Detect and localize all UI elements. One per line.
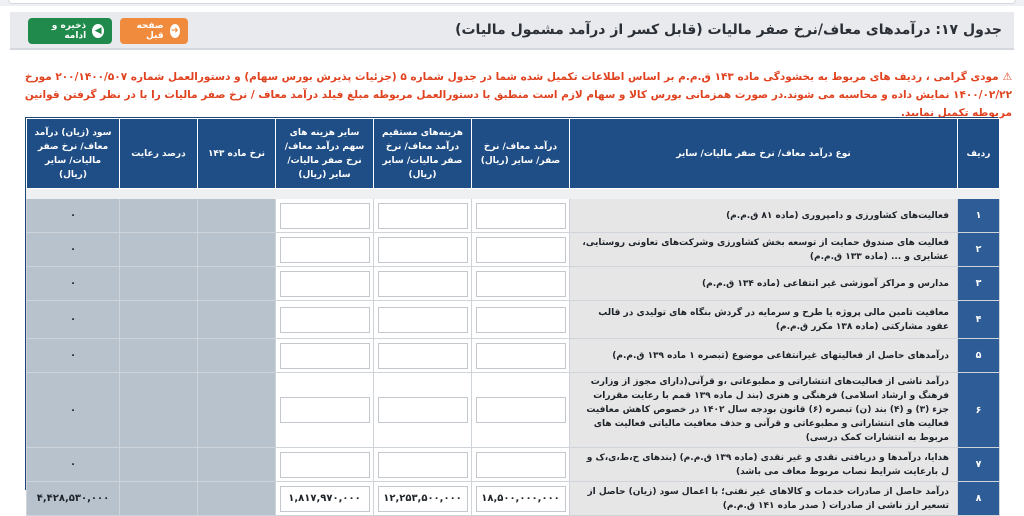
profit-cell: ۰ — [27, 373, 120, 448]
compliance-cell — [120, 267, 198, 301]
profit-cell: ۴,۴۲۸,۵۳۰,۰۰۰ — [27, 482, 120, 516]
direct-cost-input[interactable] — [374, 339, 472, 373]
rate-143-cell — [198, 373, 276, 448]
direct-cost-input[interactable] — [374, 482, 472, 516]
other-cost-input[interactable] — [276, 199, 374, 233]
table-row — [27, 199, 1000, 233]
direct-cost-input-box[interactable] — [378, 452, 468, 478]
table-row — [27, 267, 1000, 301]
compliance-cell — [120, 301, 198, 339]
income-input[interactable] — [472, 373, 570, 448]
profit-cell: ۰ — [27, 448, 120, 482]
row-description: معافیت تامین مالی پروژه یا طرح و سرمایه در گردش بنگاه های تولیدی در قالب عقود مشارکتی (ماده ۱۳۸ مکرر ق.م.م) — [570, 301, 958, 339]
profit-cell: ۰ — [27, 233, 120, 267]
income-input-box[interactable] — [476, 307, 566, 333]
row-number: ۵ — [958, 339, 1000, 373]
other-cost-input-box[interactable] — [280, 237, 370, 263]
other-cost-input[interactable] — [276, 267, 374, 301]
exemption-table-container — [25, 117, 998, 511]
income-input[interactable] — [472, 267, 570, 301]
income-input-box[interactable] — [476, 271, 566, 297]
direct-cost-input[interactable] — [374, 233, 472, 267]
page-title: جدول ۱۷: درآمدهای معاف/نرخ صفر مالیات (قابل کسر از درآمد مشمول مالیات) — [455, 22, 1002, 38]
header-compliance: درصد رعایت — [120, 119, 198, 189]
income-input[interactable] — [472, 301, 570, 339]
row-description: درآمد ناشی از فعالیت‌های انتشاراتی و مطبوعاتی ،و قرآنی(دارای مجوز از وزارت فرهنگ و ارشاد اسلامی) فرهنگی و هنری (بند ل ماده ۱۳۹ قمم با رعایت مقررات جزء (۳) و (۴) بند (ن) تبصره (۶) قانون بودجه سال ۱۴۰۲ در خصوص کاهش معافیت فعالیت های انتشاراتی و مطبوعاتی و قرآنی و حذف معافیت مالیاتی فعالیت های مربوط به انتشارات کمک درسی) — [570, 373, 958, 448]
other-cost-input[interactable] — [276, 373, 374, 448]
header-row-number: ردیف — [958, 119, 1000, 189]
header-direct-cost: هزینه‌های مستقیم درآمد معاف/ نرخ صفر مالیات/ سایر (ریال) — [374, 119, 472, 189]
direct-cost-input-box[interactable] — [378, 203, 468, 229]
income-input-box[interactable] — [476, 452, 566, 478]
income-input[interactable] — [472, 233, 570, 267]
direct-cost-input[interactable] — [374, 301, 472, 339]
row-description: مدارس و مراکز آموزشی غیر انتفاعی (ماده ۱۳۴ ق.م.م) — [570, 267, 958, 301]
direct-cost-input-box[interactable] — [378, 237, 468, 263]
row-number: ۲ — [958, 233, 1000, 267]
rate-143-cell — [198, 339, 276, 373]
header-income-type: نوع درآمد معاف/ نرخ صفر مالیات/ سایر — [570, 119, 958, 189]
income-input[interactable] — [472, 482, 570, 516]
page-header — [10, 12, 1014, 50]
other-cost-input-box[interactable] — [280, 452, 370, 478]
profit-cell: ۰ — [27, 267, 120, 301]
income-input-box[interactable] — [476, 203, 566, 229]
compliance-cell — [120, 233, 198, 267]
income-input-box[interactable] — [476, 343, 566, 369]
income-input-box[interactable] — [476, 397, 566, 423]
other-cost-input-box[interactable] — [280, 307, 370, 333]
exemption-table — [26, 118, 1000, 516]
prev-page-button[interactable] — [120, 18, 188, 44]
header-other-cost: سایر هزینه های سهم درآمد معاف/ نرخ صفر مالیات/ سایر (ریال) — [276, 119, 374, 189]
direct-cost-input-box[interactable] — [378, 307, 468, 333]
income-input[interactable] — [472, 448, 570, 482]
other-cost-input[interactable] — [276, 233, 374, 267]
top-pill — [8, 0, 1016, 4]
table-row — [27, 373, 1000, 448]
header-income: درآمد معاف/ نرخ صفر/ سایر (ریال) — [472, 119, 570, 189]
other-cost-input[interactable] — [276, 448, 374, 482]
row-number: ۷ — [958, 448, 1000, 482]
row-description: فعالیت های صندوق حمایت از توسعه بخش کشاورزی وشرکت‌های تعاونی روستایی، عشایری و ... (ماده ۱۳۳ ق.م.م) — [570, 233, 958, 267]
direct-cost-input[interactable] — [374, 199, 472, 233]
notice-message — [18, 68, 1012, 122]
row-description: درآمدهای حاصل از فعالیتهای غیرانتفاعی موضوع (تبصره ۱ ماده ۱۳۹ ق.م.م) — [570, 339, 958, 373]
direct-cost-input-box[interactable] — [378, 271, 468, 297]
profit-cell: ۰ — [27, 199, 120, 233]
income-input-box[interactable] — [476, 237, 566, 263]
income-input-box[interactable]: ۱۸,۵۰۰,۰۰۰,۰۰۰ — [476, 486, 566, 512]
other-cost-input-box[interactable] — [280, 397, 370, 423]
rate-143-cell — [198, 199, 276, 233]
header-profit: سود (زیان) درآمد معاف/ نرخ صفر مالیات/ سایر (ریال) — [27, 119, 120, 189]
other-cost-input-box[interactable] — [280, 271, 370, 297]
other-cost-input-box[interactable]: ۱,۸۱۷,۹۷۰,۰۰۰ — [280, 486, 370, 512]
row-description: هدایا، درآمدها و دریافتی نقدی و غیر نقدی (ماده ۱۳۹ ق.م.م) (بندهای ح،ط،ی،ک و ل بارعایت شرایط نصاب مربوط معاف می باشد) — [570, 448, 958, 482]
compliance-cell — [120, 373, 198, 448]
rate-143-cell — [198, 482, 276, 516]
other-cost-input-box[interactable] — [280, 343, 370, 369]
other-cost-input[interactable] — [276, 301, 374, 339]
arrow-left-icon: ◀ — [92, 24, 104, 38]
direct-cost-input[interactable] — [374, 373, 472, 448]
header-rate-143: نرخ ماده ۱۴۳ — [198, 119, 276, 189]
income-input[interactable] — [472, 199, 570, 233]
rate-143-cell — [198, 448, 276, 482]
rate-143-cell — [198, 267, 276, 301]
spacer-row — [27, 189, 1000, 199]
row-number: ۴ — [958, 301, 1000, 339]
compliance-cell — [120, 482, 198, 516]
table-row — [27, 301, 1000, 339]
compliance-cell — [120, 339, 198, 373]
direct-cost-input-box[interactable] — [378, 343, 468, 369]
arrow-right-icon: ➔ — [170, 24, 180, 38]
compliance-cell — [120, 199, 198, 233]
table-row — [27, 448, 1000, 482]
prev-page-label: صفحه قبل — [136, 21, 164, 41]
rate-143-cell — [198, 233, 276, 267]
compliance-cell — [120, 448, 198, 482]
profit-cell: ۰ — [27, 301, 120, 339]
row-number: ۳ — [958, 267, 1000, 301]
direct-cost-input[interactable] — [374, 267, 472, 301]
direct-cost-input[interactable] — [374, 448, 472, 482]
table-row — [27, 233, 1000, 267]
table-row — [27, 339, 1000, 373]
profit-cell: ۰ — [27, 339, 120, 373]
table-row — [27, 482, 1000, 516]
spacer-cell — [27, 189, 1000, 199]
warning-icon: ⚠ — [1002, 71, 1012, 83]
table-header-row — [27, 119, 1000, 189]
row-description: درآمد حاصل از صادرات خدمات و کالاهای غیر نفتی؛ با اعمال سود (زیان) حاصل از تسعیر ارز ناشی از صادرات ( صدر ماده ۱۴۱ ق.م.م) — [570, 482, 958, 516]
other-cost-input[interactable] — [276, 339, 374, 373]
top-strip — [0, 0, 1024, 6]
direct-cost-input-box[interactable] — [378, 397, 468, 423]
rate-143-cell — [198, 301, 276, 339]
row-number: ۱ — [958, 199, 1000, 233]
row-description: فعالیت‌های کشاورزی و دامپروری (ماده ۸۱ ق.م.م) — [570, 199, 958, 233]
row-number: ۶ — [958, 373, 1000, 448]
save-continue-button[interactable] — [28, 18, 112, 44]
notice-text: مودی گرامی ، ردیف های مربوط به بخشودگی ماده ۱۴۳ ق.م.م بر اساس اطلاعات تکمیل شده شما در جدول شماره ۵ (جزئیات پذیرش بورس سهام) و دستورالعمل شماره ۲۰۰/۱۴۰۰/۵۰۷ مورخ ۱۴۰۰/۰۲/۲۲ نمایش داده و محاسبه می شوند.در صورت همزمانی بورس کالا و سهام لازم است منطبق با دستورالعمل مربوطه مبلغ فیلد درآمد معاف / نرخ صفر مالیات را با در نظر گرفتن قوانین مربوطه تکمیل نمایید. — [24, 71, 1012, 119]
direct-cost-input-box[interactable]: ۱۲,۲۵۳,۵۰۰,۰۰۰ — [378, 486, 468, 512]
other-cost-input[interactable] — [276, 482, 374, 516]
other-cost-input-box[interactable] — [280, 203, 370, 229]
income-input[interactable] — [472, 339, 570, 373]
save-continue-label: ذخیره و ادامه — [51, 21, 87, 41]
row-number: ۸ — [958, 482, 1000, 516]
